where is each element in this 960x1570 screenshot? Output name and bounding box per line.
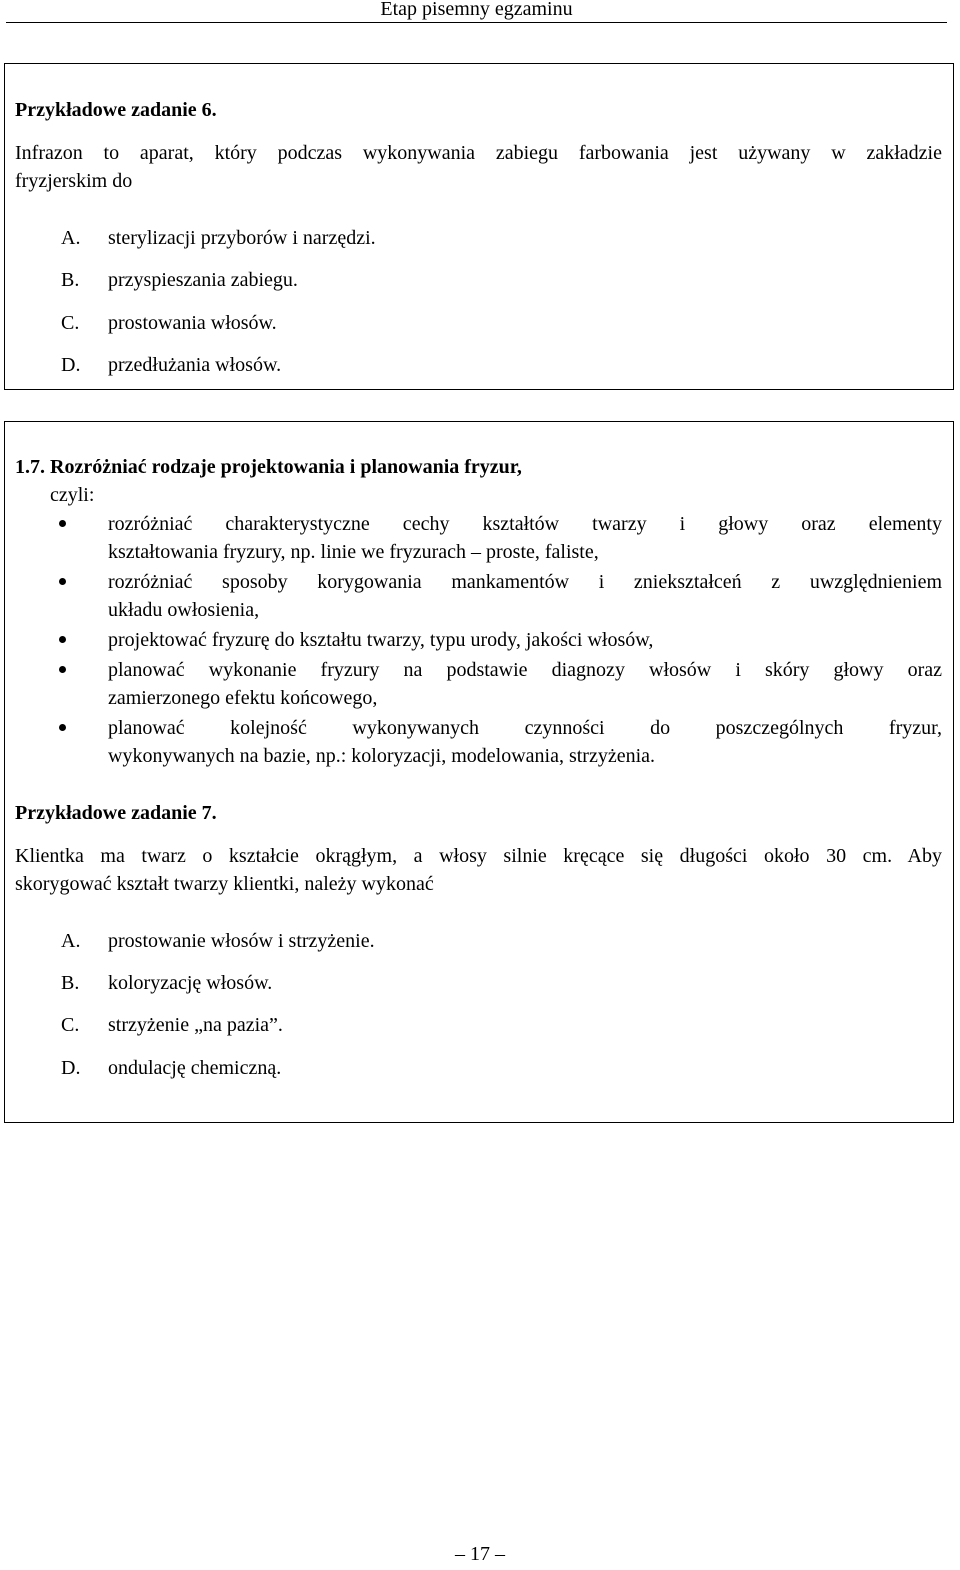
task6-question-line2: fryzjerskim do [15, 170, 133, 192]
section17-item5-line1: planować kolejność wykonywanych czynności do poszczególnych fryzur, [108, 717, 942, 739]
bullet-icon [59, 666, 66, 673]
section17-item3-line1: projektować fryzurę do kształtu twarzy, typu urody, jakości włosów, [108, 629, 654, 651]
task6-answer-b-text: przyspieszania zabiegu. [108, 269, 298, 291]
section17-item5-line2: wykonywanych na bazie, np.: koloryzacji, modelowania, strzyżenia. [108, 745, 656, 767]
task6-question-line1: Infrazon to aparat, który podczas wykonywania zabiegu farbowania jest używany w zakładzie [15, 142, 942, 164]
task6-answer-d-text: przedłużania włosów. [108, 354, 282, 376]
task7-question-line2: skorygować kształt twarzy klientki, należy wykonać [15, 873, 434, 895]
task7-answer-d-text: ondulację chemiczną. [108, 1057, 282, 1079]
section17-intro: czyli: [50, 484, 95, 506]
task7-answer-d-letter: D. [61, 1057, 81, 1079]
bullet-icon [59, 578, 66, 585]
section17-item2-line2: układu owłosienia, [108, 599, 260, 621]
bullet-icon [59, 724, 66, 731]
header-title: Etap pisemny egzaminu [380, 0, 573, 20]
task6-answer-b-letter: B. [61, 269, 80, 291]
section17-item2-line1: rozróżniać sposoby korygowania mankamentów i zniekształceń z uwzględnieniem [108, 571, 942, 593]
task7-answer-c-text: strzyżenie „na pazia”. [108, 1014, 283, 1036]
bullet-icon [59, 636, 66, 643]
section17-item4-line1: planować wykonanie fryzury na podstawie diagnozy włosów i skóry głowy oraz [108, 659, 942, 681]
task7-answer-a-letter: A. [61, 930, 81, 952]
task6-answer-d-letter: D. [61, 354, 81, 376]
task7-question-line1: Klientka ma twarz o kształcie okrągłym, a włosy silnie kręcące się długości około 30 cm. Aby [15, 845, 942, 867]
task7-answer-b-text: koloryzację włosów. [108, 972, 273, 994]
task6-answer-a-text: sterylizacji przyborów i narzędzi. [108, 227, 376, 249]
task6-answer-a-letter: A. [61, 227, 81, 249]
section17-item1-line2: kształtowania fryzury, np. linie we fryzurach – proste, faliste, [108, 541, 599, 563]
task7-answer-c-letter: C. [61, 1014, 80, 1036]
task7-answer-a-text: prostowanie włosów i strzyżenie. [108, 930, 375, 952]
task7-answer-b-letter: B. [61, 972, 80, 994]
page-header [6, 0, 947, 23]
section17-item1-line1: rozróżniać charakterystyczne cechy kształtów twarzy i głowy oraz elementy [108, 513, 942, 535]
section17-heading: 1.7. Rozróżniać rodzaje projektowania i planowania fryzur, [15, 456, 522, 478]
section17-item4-line2: zamierzonego efektu końcowego, [108, 687, 378, 709]
task6-answer-c-text: prostowania włosów. [108, 312, 277, 334]
task7-heading: Przykładowe zadanie 7. [15, 802, 217, 824]
bullet-icon [59, 520, 66, 527]
task6-heading: Przykładowe zadanie 6. [15, 99, 217, 121]
page-number: – 17 – [455, 1543, 505, 1565]
task6-answer-c-letter: C. [61, 312, 80, 334]
